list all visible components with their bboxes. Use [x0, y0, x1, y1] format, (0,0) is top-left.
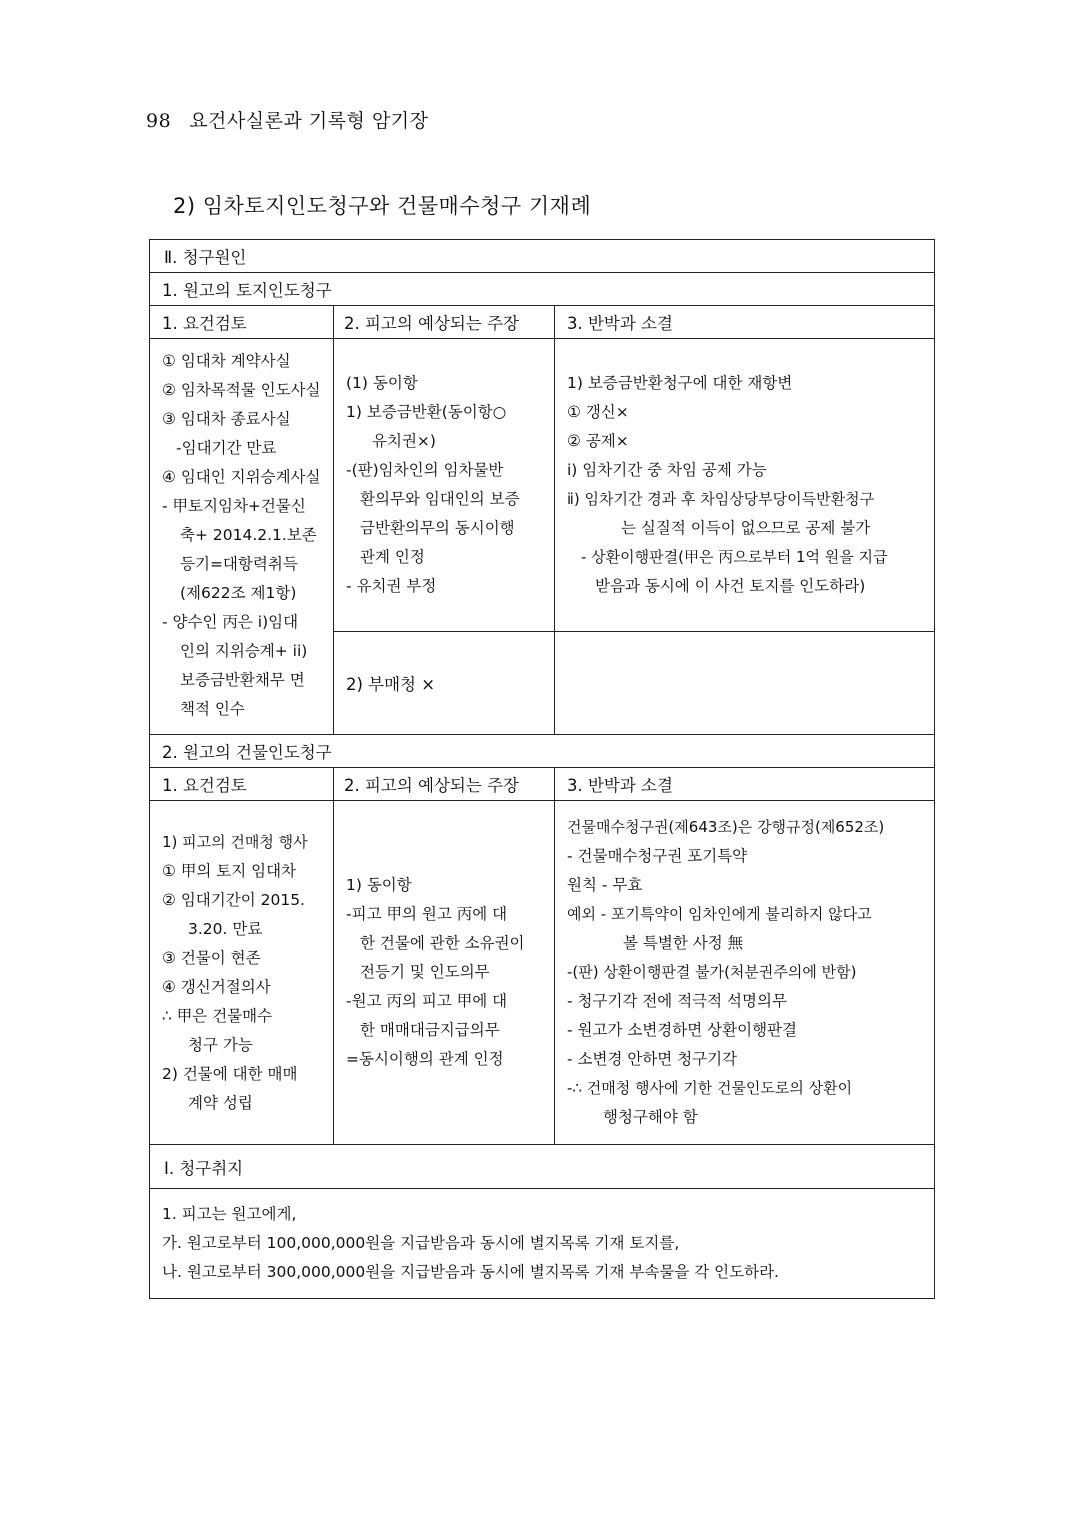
bld-reb-line: -∴ 건매청 행사에 기한 건물인도로의 상환이 [567, 1079, 853, 1097]
land-col-header-rebuttal: 3. 반박과 소결 [555, 306, 935, 339]
bld-def-line: 한 건물에 관한 소유권이 [360, 934, 525, 952]
bld-def-line: 전등기 및 인도의무 [360, 963, 490, 981]
bld-req-line: 청구 가능 [188, 1035, 253, 1054]
land-rebuttal-cell [555, 339, 935, 632]
purpose-line: 가. 원고로부터 100,000,000원을 지급받음과 동시에 별지목록 기재 토지를, [162, 1234, 680, 1252]
land-req-line: ② 임차목적물 인도사실 [162, 381, 321, 399]
bld-def-line: -원고 丙의 피고 甲에 대 [346, 992, 508, 1010]
land-reb-line: ⅱ) 임차기간 경과 후 차임상당부당이득반환청구 [567, 489, 875, 508]
land-def-line: -(판)임차인의 임차물반 [346, 460, 504, 479]
purpose-line: 1. 피고는 원고에게, [162, 1205, 297, 1223]
land-reb-line: ② 공제× [567, 431, 629, 450]
land-req-line: - 甲토지임차+건물신 [162, 497, 306, 515]
claim-table [149, 239, 935, 1299]
bld-reb-line: - 원고가 소변경하면 상환이행판결 [567, 1021, 797, 1039]
land-def-line: 유치권×) [372, 431, 436, 450]
land-defense-cell-2: 2) 부매청 × [334, 631, 555, 734]
bld-req-line: ③ 건물이 현존 [162, 948, 261, 967]
land-def-line: 금반환의무의 동시이행 [360, 518, 515, 537]
land-def-line: - 유치권 부정 [346, 576, 437, 595]
bld-req-line: ① 甲의 토지 임대차 [162, 861, 297, 880]
bld-req-line: ② 임대기간이 2015. [162, 890, 305, 909]
bld-def-line: 1) 동이항 [346, 876, 412, 894]
building-col-header-requirements: 1. 요건검토 [150, 768, 334, 801]
building-requirements-cell [150, 801, 334, 1145]
land-req-line: 축+ 2014.2.1.보존 [180, 526, 317, 544]
building-claim-heading: 2. 원고의 건물인도청구 [150, 735, 935, 768]
land-def-line: 관계 인정 [360, 547, 425, 566]
land-reb-line: ⅰ) 임차기간 중 차임 공제 가능 [567, 460, 767, 479]
bld-reb-line: 원칙 - 무효 [567, 876, 643, 894]
bld-reb-line: -(판) 상환이행판결 불가(처분권주의에 반함) [567, 963, 857, 981]
bld-reb-line: 행청구해야 함 [603, 1108, 698, 1126]
building-col-header-defense: 2. 피고의 예상되는 주장 [334, 768, 555, 801]
land-req-line: 등기=대항력취득 [180, 555, 298, 573]
bld-def-line: 한 매매대금지급의무 [360, 1021, 500, 1039]
section-title: 2) 임차토지인도청구와 건물매수청구 기재례 [173, 194, 592, 218]
land-claim-heading: 1. 원고의 토지인도청구 [150, 273, 935, 306]
page-number: 98 [146, 110, 172, 132]
bld-req-line: 3.20. 만료 [188, 919, 263, 938]
page-header [146, 106, 429, 133]
bld-reb-line: - 소변경 안하면 청구기각 [567, 1050, 738, 1068]
land-defense-cell [334, 339, 555, 632]
land-requirements-cell [150, 339, 334, 735]
land-col-header-requirements: 1. 요건검토 [150, 306, 334, 339]
bld-req-line: 2) 건물에 대한 매매 [162, 1064, 298, 1083]
land-rebuttal-empty-cell [555, 631, 935, 734]
land-req-line: 인의 지위승계+ ii) [180, 642, 308, 660]
land-req-line: - 양수인 丙은 i)임대 [162, 613, 299, 631]
bld-reb-line: 볼 특별한 사정 無 [623, 934, 744, 952]
purpose-heading: Ⅰ. 청구취지 [150, 1145, 935, 1189]
bld-reb-line: 건물매수청구권(제643조)은 강행규정(제652조) [567, 818, 885, 836]
purpose-line: 나. 원고로부터 300,000,000원을 지급받음과 동시에 별지목록 기재 부속물을 각 인도하라. [162, 1263, 779, 1281]
land-reb-line: 1) 보증금반환청구에 대한 재항변 [567, 373, 793, 392]
land-req-line: ③ 임대차 종료사실 [162, 410, 291, 428]
building-defense-cell [334, 801, 555, 1145]
bld-req-line: 계약 성립 [188, 1093, 253, 1112]
land-req-line: 책적 인수 [180, 700, 245, 718]
bld-req-line: ④ 갱신거절의사 [162, 977, 271, 996]
building-col-header-rebuttal: 3. 반박과 소결 [555, 768, 935, 801]
land-req-line: ① 임대차 계약사실 [162, 352, 291, 370]
land-req-line: 보증금반환채무 면 [180, 671, 305, 689]
book-title: 요건사실론과 기록형 암기장 [189, 110, 429, 132]
land-def-line: 1) 보증금반환(동이항○ [346, 402, 507, 421]
purpose-cell [150, 1189, 935, 1299]
bld-def-line: =동시이행의 관계 인정 [346, 1050, 504, 1068]
land-reb-line: - 상환이행판결(甲은 丙으로부터 1억 원을 지급 [581, 547, 888, 566]
land-reb-line: ① 갱신× [567, 402, 629, 421]
bld-req-line: ∴ 甲은 건물매수 [162, 1006, 273, 1025]
building-rebuttal-cell [555, 801, 935, 1145]
land-col-header-defense: 2. 피고의 예상되는 주장 [334, 306, 555, 339]
cause-heading: Ⅱ. 청구원인 [150, 240, 935, 273]
bld-reb-line: - 청구기각 전에 적극적 석명의무 [567, 992, 787, 1010]
land-def-line: (1) 동이항 [346, 373, 418, 392]
land-req-line: ④ 임대인 지위승계사실 [162, 468, 321, 486]
land-def-line: 환의무와 임대인의 보증 [360, 489, 520, 508]
land-req-line: (제622조 제1항) [180, 584, 297, 602]
land-reb-line: 는 실질적 이득이 없으므로 공제 불가 [621, 518, 871, 537]
bld-reb-line: 예외 - 포기특약이 임차인에게 불리하지 않다고 [567, 905, 872, 923]
bld-req-line: 1) 피고의 건매청 행사 [162, 832, 308, 851]
bld-reb-line: - 건물매수청구권 포기특약 [567, 847, 748, 865]
land-req-line: -임대기간 만료 [176, 439, 277, 457]
land-reb-line: 받음과 동시에 이 사건 토지를 인도하라) [595, 576, 866, 595]
bld-def-line: -피고 甲의 원고 丙에 대 [346, 905, 508, 923]
